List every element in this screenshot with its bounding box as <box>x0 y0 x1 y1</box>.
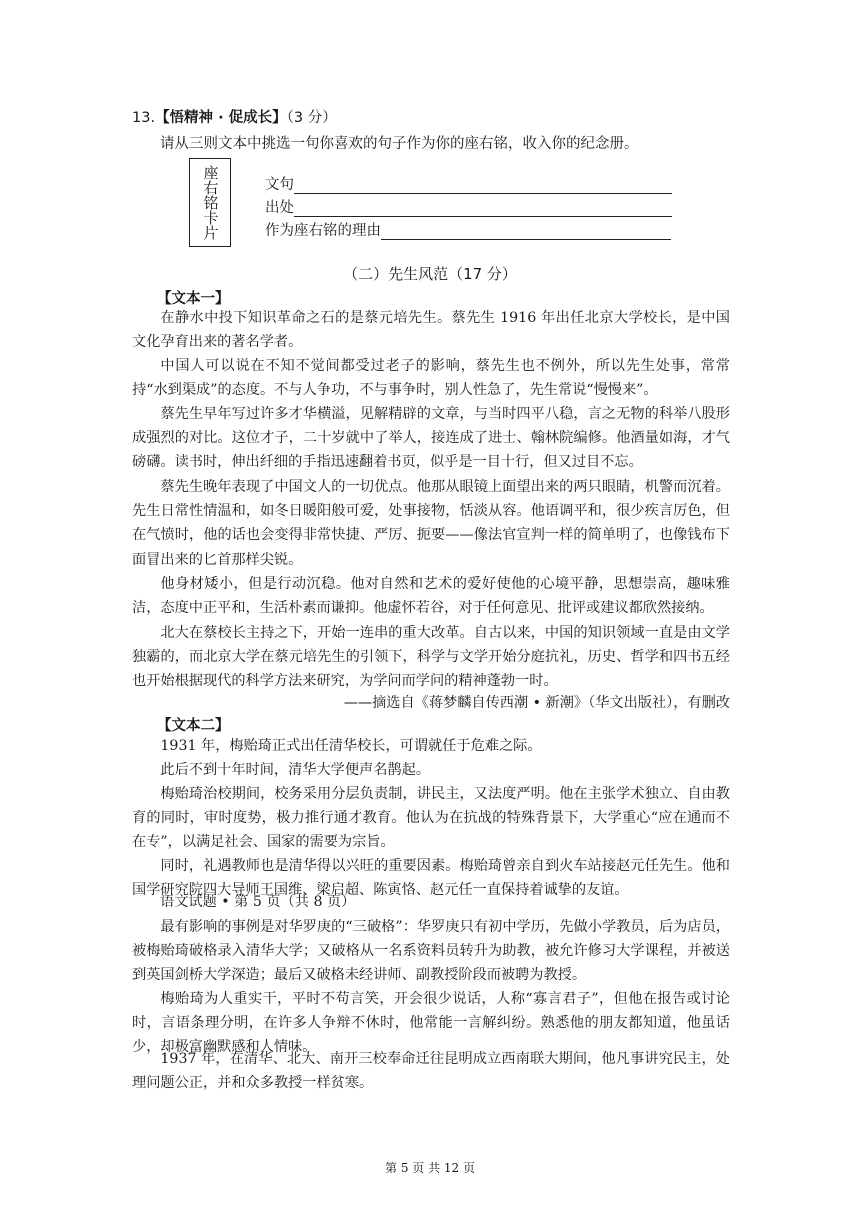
field-label-sentence: 文句 <box>265 177 294 193</box>
answer-line-sentence[interactable] <box>294 177 672 194</box>
text1-paragraph-5: 他身材矮小，但是行动沉稳。他对自然和艺术的爱好使他的心境平静，思想崇高，趣味雅洁，态度中正平和，生活朴素而谦抑。他虚怀若谷，对于任何意见、批评或建议都欣然接纳。 <box>132 576 730 617</box>
question-13-heading <box>132 106 337 127</box>
field-label-source: 出处 <box>265 200 294 216</box>
motto-card-box <box>189 158 231 247</box>
motto-field-reason <box>265 219 671 240</box>
question-title: 【悟精神 · 促成长】 <box>155 110 287 126</box>
text1-source: ——摘选自《蒋梦麟自传西潮 • 新潮》（华文出版社），有删改 <box>343 695 730 711</box>
text1-paragraph-4: 蔡先生晚年表现了中国文人的一切优点。他那从眼镜上面望出来的两只眼睛，机警而沉着。先生日常性情温和，如冬日暖阳般可爱，处事接物，恬淡从容。他语调平和，很少疾言厉色，但在气愤时，他的话也会变得非常快捷、严厉、扼要——像法官宣判一样的简单明了，也像钱布下面冒出来的匕首那样尖锐。 <box>132 479 730 568</box>
text1-paragraph-3: 蔡先生早年写过许多才华横溢，见解精辟的文章，与当时四平八稳，言之无物的科举八股形成强烈的对比。这位才子，二十岁就中了举人，接连成了进士、翰林院编修。他酒量如海，才气磅礴。读书时，伸出纤细的手指迅速翻着书页，似乎是一目十行，但又过目不忘。 <box>132 406 730 471</box>
text2-paragraph-1: 1931 年，梅贻琦正式出任清华校长，可谓就任于危难之际。 <box>160 738 542 754</box>
text1-header: 【文本一】 <box>157 291 230 307</box>
answer-line-reason[interactable] <box>381 223 671 240</box>
section-title: （二）先生风范（17 分） <box>343 265 517 283</box>
question-instruction: 请从三则文本中挑选一句你喜欢的句子作为你的座右铭，收入你的纪念册。 <box>160 136 639 152</box>
text2-paragraph-2: 此后不到十年时间，清华大学便声名鹊起。 <box>160 762 430 778</box>
motto-card-title: 座右铭卡片 <box>201 165 220 240</box>
text2-paragraph-7: 1937 年，在清华、北大、南开三校奉命迁往昆明成立西南联大期间，他凡事讲究民主，处理问题公正，并和众多教授一样贫寒。 <box>132 1051 730 1092</box>
question-number: 13. <box>132 110 156 126</box>
text1-paragraph-6: 北大在蔡校长主持之下，开始一连串的重大改革。自古以来，中国的知识领域一直是由文学独霸的，而北京大学在蔡元培先生的引领下，科学与文学开始分庭抗礼，历史、哲学和四书五经也开始根据现代的科学方法来研究，为学问而学问的精神蓬勃一时。 <box>132 625 730 690</box>
field-label-reason: 作为座右铭的理由 <box>265 223 381 239</box>
text2-paragraph-3: 梅贻琦治校期间，校务采用分层负责制，讲民主，又法度严明。他在主张学术独立、自由教育的同时，审时度势，极力推行通才教育。他认为在抗战的特殊背景下，大学重心“应在通而不在专”，以满足社会、国家的需要为宗旨。 <box>132 786 730 851</box>
text1-paragraph-2: 中国人可以说在不知不觉间都受过老子的影响，蔡先生也不例外，所以先生处事，常常持“水到渠成”的态度。不与人争功，不与事争时，别人性急了，先生常说“慢慢来”。 <box>132 358 730 399</box>
question-points: （3 分） <box>286 110 337 126</box>
text2-header: 【文本二】 <box>157 718 230 734</box>
answer-line-source[interactable] <box>294 200 672 217</box>
motto-field-sentence <box>265 173 672 194</box>
exam-footnote: 语文试题 • 第 5 页（共 8 页） <box>160 894 356 910</box>
text2-paragraph-5: 最有影响的事例是对华罗庚的“三破格”：华罗庚只有初中学历，先做小学教员，后为店员，被梅贻琦破格录入清华大学；又破格从一名系资料员转升为助教，被允许修习大学课程，并被送到英国剑桥大学深造；最后又破格未经讲师、副教授阶段而被聘为教授。 <box>132 919 730 984</box>
text2-paragraph-6: 梅贻琦为人重实干，平时不苟言笑，开会很少说话，人称“寡言君子”，但他在报告或讨论时，言语条理分明，在许多人争辩不休时，他常能一言解纠纷。熟悉他的朋友都知道，他虽话少，却极富幽默感和人情味。 <box>132 991 730 1056</box>
motto-field-source <box>265 196 672 217</box>
text1-paragraph-1: 在静水中投下知识革命之石的是蔡元培先生。蔡先生 1916 年出任北京大学校长，是中国文化孕育出来的著名学者。 <box>132 310 730 351</box>
text2-paragraph-4: 同时，礼遇教师也是清华得以兴旺的重要因素。梅贻琦曾亲自到火车站接赵元任先生。他和国学研究院四大导师王国维、梁启超、陈寅恪、赵元任一直保持着诚挚的友谊。 <box>132 858 730 899</box>
page-number: 第 5 页 共 12 页 <box>385 1161 475 1175</box>
